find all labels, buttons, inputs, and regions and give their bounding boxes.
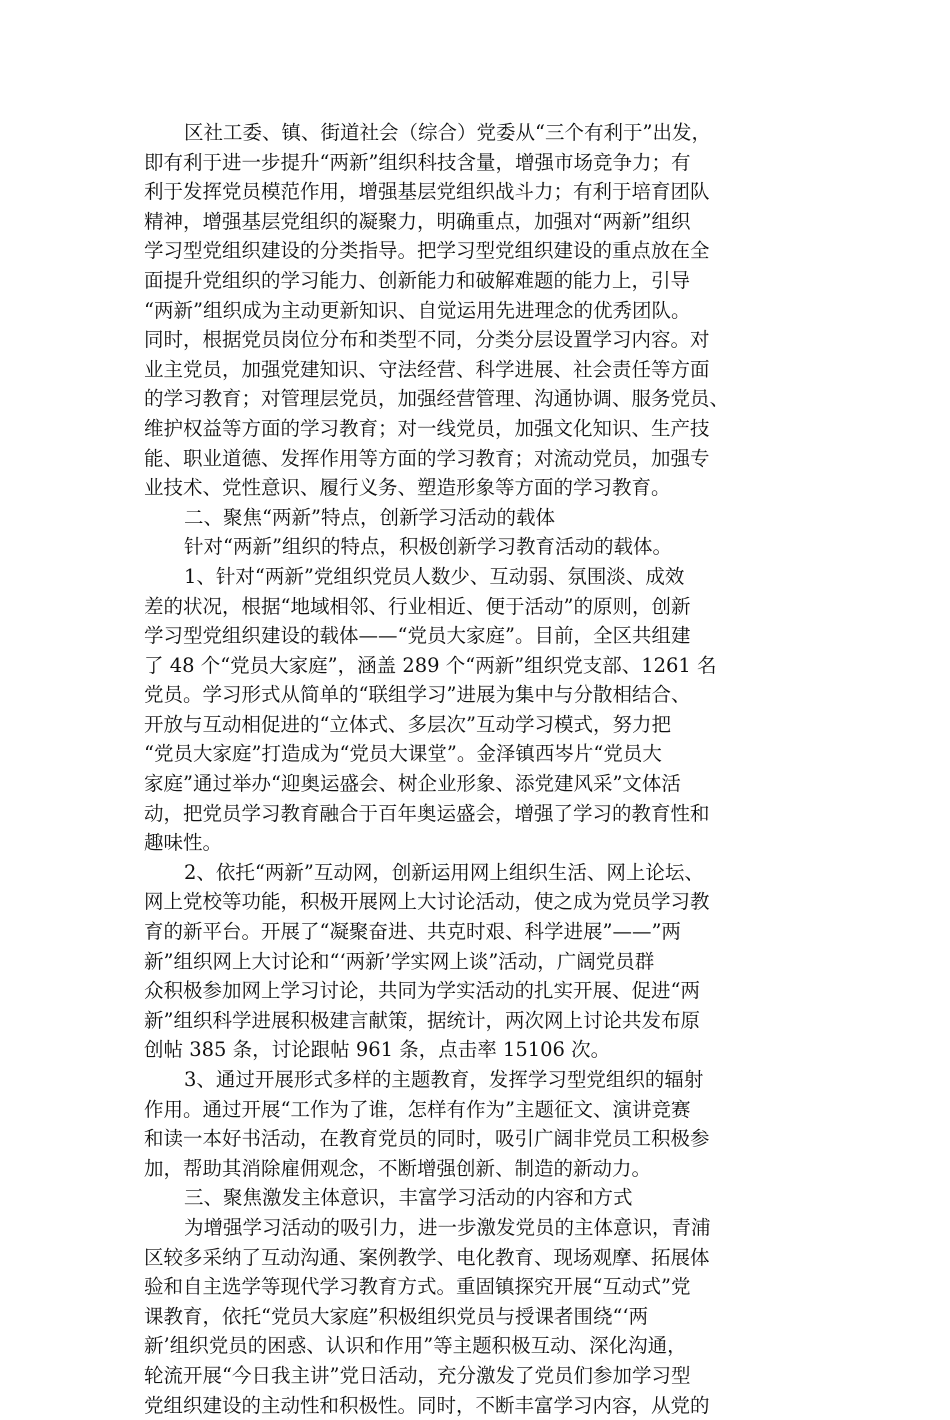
text-line: 三、聚焦激发主体意识，丰富学习活动的内容和方式 [184, 1186, 633, 1210]
text-line: 轮流开展“今日我主讲”党日活动，充分激发了党员们参加学习型 [144, 1363, 691, 1387]
text-line: 党员。学习形式从简单的“联组学习”进展为集中与分散相结合、 [144, 683, 691, 707]
text-line: 3、通过开展形式多样的主题教育，发挥学习型党组织的辐射 [184, 1068, 704, 1091]
text-line: 面提升党组织的学习能力、创新能力和破解难题的能力上，引导 [144, 268, 691, 292]
text-line: 众积极参加网上学习讨论，共同为学实活动的扎实开展、促进“两 [144, 979, 700, 1003]
text-line: 验和自主选学等现代学习教育方式。重固镇探究开展“互动式”党 [144, 1275, 691, 1299]
text-line: 针对“两新”组织的特点，积极创新学习教育活动的载体。 [184, 535, 672, 559]
text-line: “党员大家庭”打造成为“党员大课堂”。金泽镇西岑片“党员大 [144, 742, 662, 766]
text-line: 动，把党员学习教育融合于百年奥运盛会，增强了学习的教育性和 [144, 801, 710, 825]
text-line: 网上党校等功能，积极开展网上大讨论活动，使之成为党员学习教 [144, 890, 710, 914]
text-line: “两新”组织成为主动更新知识、自觉运用先进理念的优秀团队。 [144, 298, 691, 322]
text-line: 和读一本好书活动，在教育党员的同时，吸引广阔非党员工积极参 [144, 1127, 710, 1151]
text-line: 即有利于进一步提升“两新”组织科技含量，增强市场竞争力；有 [144, 150, 691, 174]
text-line: 区社工委、镇、街道社会（综合）党委从“三个有利于”出发， [184, 121, 711, 144]
text-line: 利于发挥党员模范作用，增强基层党组织战斗力；有利于培育团队 [144, 180, 710, 204]
text-line: 业主党员，加强党建知识、守法经营、科学进展、社会责任等方面 [144, 357, 710, 381]
text-line: 了 48 个“党员大家庭”，涵盖 289 个“两新”组织党支部、1261 名 [144, 653, 717, 677]
text-line: 差的状况，根据“地域相邻、行业相近、便于活动”的原则，创新 [144, 594, 691, 618]
text-line: 同时，根据党员岗位分布和类型不同，分类分层设置学习内容。对 [144, 328, 710, 352]
text-line: 开放与互动相促进的“立体式、多层次”互动学习模式，努力把 [144, 712, 671, 736]
text-line: 新”组织网上大讨论和“‘两新’学实网上谈”活动，广阔党员群 [144, 949, 655, 973]
text-line: 趣味性。 [144, 831, 223, 855]
text-line: 课教育，依托“党员大家庭”积极组织党员与授课者围绕“‘两 [144, 1304, 649, 1328]
document-body [144, 118, 806, 1420]
text-line: 家庭”通过举办“迎奥运盛会、树企业形象、添党建风采”文体活 [144, 772, 681, 796]
text-line: 能、职业道德、发挥作用等方面的学习教育；对流动党员，加强专 [144, 446, 710, 470]
text-line: 党组织建设的主动性和积极性。同时，不断丰富学习内容，从党的 [144, 1393, 710, 1417]
text-line: 加，帮助其消除雇佣观念，不断增强创新、制造的新动力。 [144, 1156, 652, 1180]
text-line: 为增强学习活动的吸引力，进一步激发党员的主体意识，青浦 [184, 1215, 711, 1239]
text-line: 学习型党组织建设的载体——“党员大家庭”。目前，全区共组建 [144, 624, 691, 648]
text-line: 维护权益等方面的学习教育；对一线党员，加强文化知识、生产技 [144, 416, 710, 440]
text-line: 新’组织党员的困惑、认识和作用”等主题积极互动、深化沟通， [144, 1334, 687, 1358]
text-line: 1、针对“两新”党组织党员人数少、互动弱、氛围淡、成效 [184, 564, 685, 588]
text-line: 作用。通过开展“工作为了谁，怎样有作为”主题征文、演讲竞赛 [144, 1097, 691, 1121]
text-line: 新”组织科学进展积极建言献策，据统计，两次网上讨论共发布原 [144, 1008, 700, 1032]
text-line: 区较多采纳了互动沟通、案例教学、电化教育、现场观摩、拓展体 [144, 1245, 710, 1269]
text-line: 精神，增强基层党组织的凝聚力，明确重点，加强对“两新”组织 [144, 209, 691, 233]
text-line: 学习型党组织建设的分类指导。把学习型党组织建设的重点放在全 [144, 239, 710, 263]
text-line: 业技术、党性意识、履行义务、塑造形象等方面的学习教育。 [144, 476, 671, 500]
text-line: 二、聚焦“两新”特点，创新学习活动的载体 [184, 505, 555, 529]
text-line: 创帖 385 条，讨论跟帖 961 条，点击率 15106 次。 [144, 1038, 611, 1062]
text-line: 育的新平台。开展了“凝聚奋进、共克时艰、科学进展”——”两 [144, 920, 681, 944]
text-line: 的学习教育；对管理层党员，加强经营管理、沟通协调、服务党员、 [144, 387, 730, 411]
text-line: 2、依托“两新”互动网，创新运用网上组织生活、网上论坛、 [184, 860, 704, 884]
